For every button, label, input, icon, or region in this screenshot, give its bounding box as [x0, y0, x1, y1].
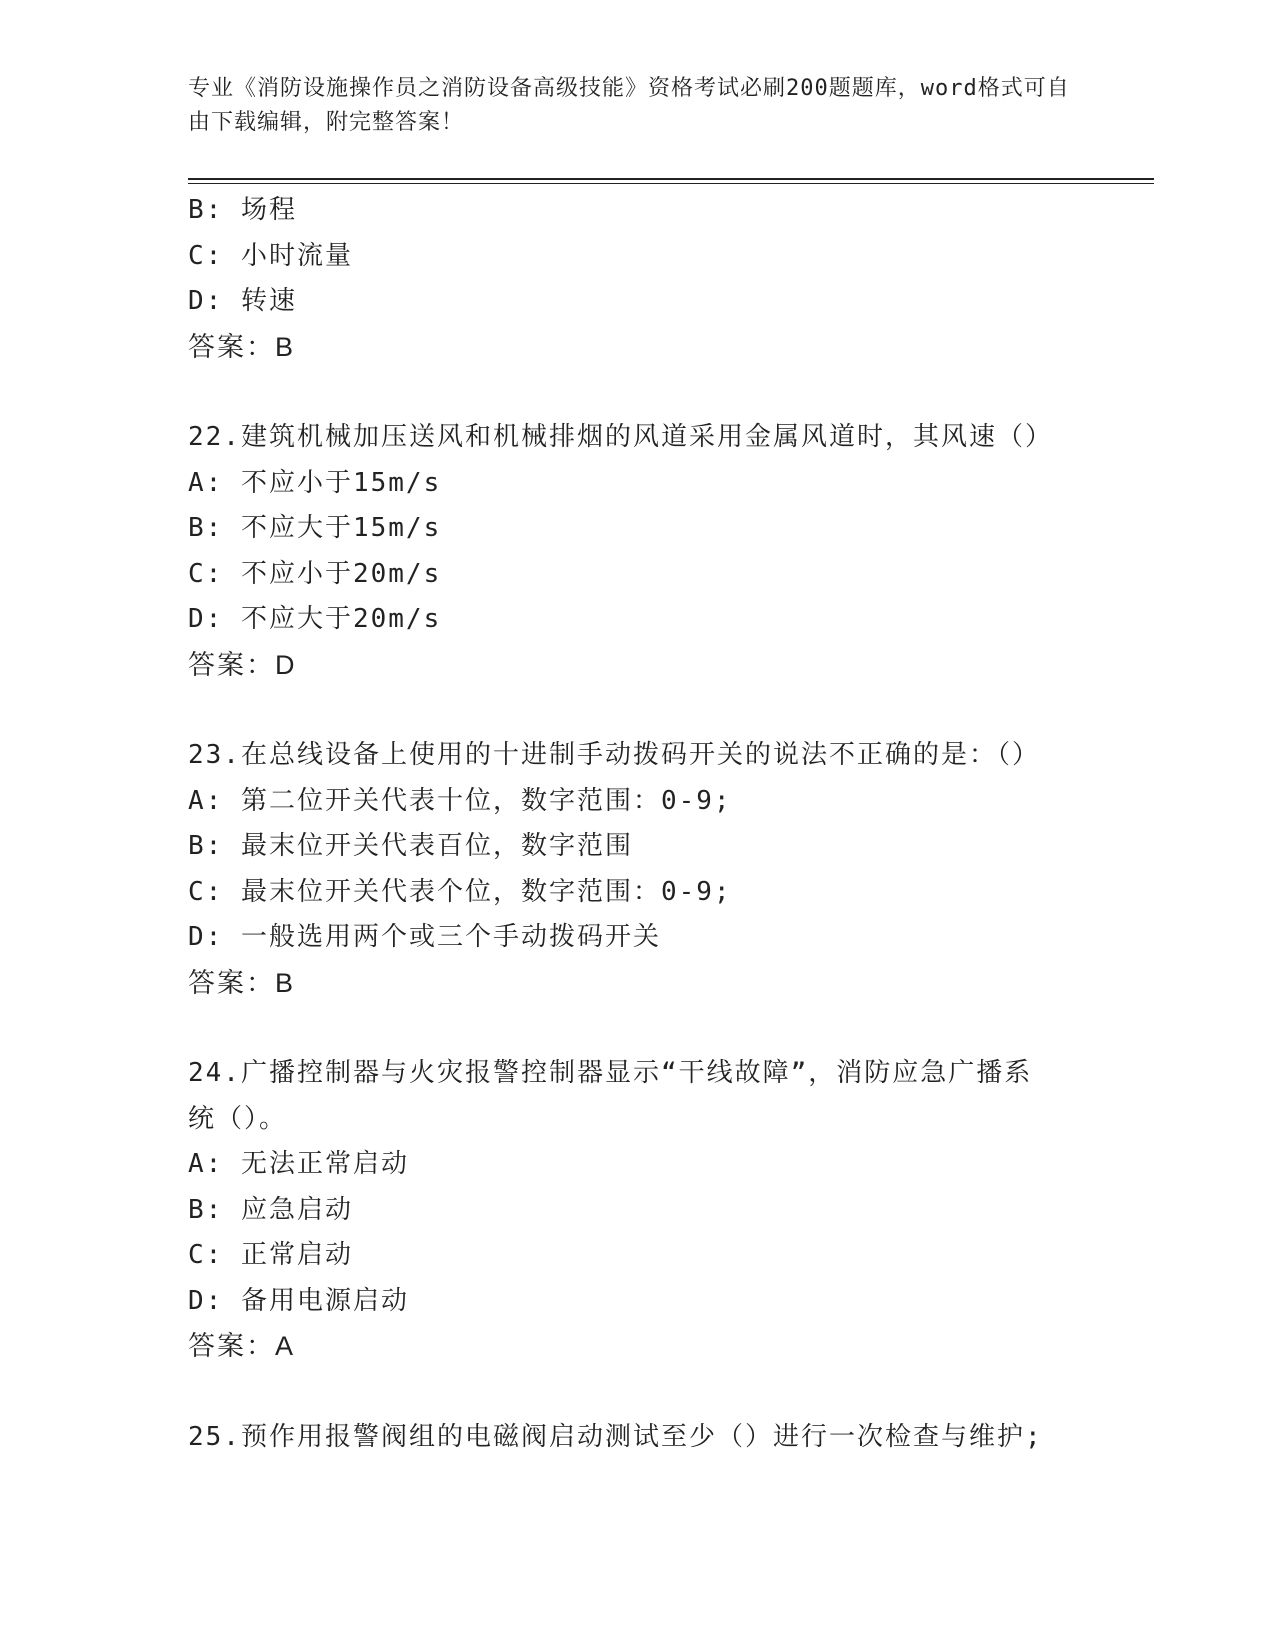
question-stem-line-1: 24.广播控制器与火灾报警控制器显示“干线故障”，消防应急广播系 — [188, 1058, 1033, 1088]
option-b: B: 最末位开关代表百位，数字范围 — [188, 831, 633, 861]
option-d: D: 不应大于20m/s — [188, 604, 442, 634]
answer: 答案：D — [188, 649, 297, 680]
question-21-continued — [188, 188, 1088, 370]
question-25 — [188, 1415, 1088, 1461]
option-a: A: 第二位开关代表十位，数字范围：0-9; — [188, 785, 732, 816]
option-c: C: 不应小于20m/s — [188, 558, 442, 589]
option-b: B: 不应大于15m/s — [188, 513, 442, 543]
option-c: C: 小时流量 — [188, 240, 353, 271]
header-divider-thin — [188, 183, 1154, 184]
question-stem: 22.建筑机械加压送风和机械排烟的风道采用金属风道时，其风速（） — [188, 422, 1053, 452]
answer: 答案：B — [188, 967, 296, 998]
header-divider — [188, 178, 1154, 180]
option-c: C: 最末位开关代表个位，数字范围：0-9; — [188, 876, 732, 907]
option-d: D: 一般选用两个或三个手动拨码开关 — [188, 922, 661, 952]
question-24 — [188, 1051, 1088, 1370]
document-body — [188, 188, 1088, 1460]
question-stem: 25.预作用报警阀组的电磁阀启动测试至少（）进行一次检查与维护; — [188, 1421, 1043, 1452]
option-d: D: 转速 — [188, 286, 297, 316]
document-header: 专业《消防设施操作员之消防设备高级技能》资格考试必刷200题题库，word格式可自由下载编辑，附完整答案！ — [188, 76, 1070, 135]
question-stem: 23.在总线设备上使用的十进制手动拨码开关的说法不正确的是：（） — [188, 740, 1040, 770]
question-22 — [188, 415, 1088, 688]
option-a: A: 无法正常启动 — [188, 1149, 409, 1179]
answer: 答案：B — [188, 331, 296, 362]
answer: 答案：A — [188, 1331, 296, 1361]
option-c: C: 正常启动 — [188, 1240, 353, 1270]
question-stem-line-2: 统（）。 — [188, 1103, 288, 1134]
question-23 — [188, 733, 1088, 1006]
option-b: B: 场程 — [188, 195, 297, 225]
option-a: A: 不应小于15m/s — [188, 467, 442, 498]
option-d: D: 备用电源启动 — [188, 1285, 409, 1316]
option-b: B: 应急启动 — [188, 1194, 353, 1225]
